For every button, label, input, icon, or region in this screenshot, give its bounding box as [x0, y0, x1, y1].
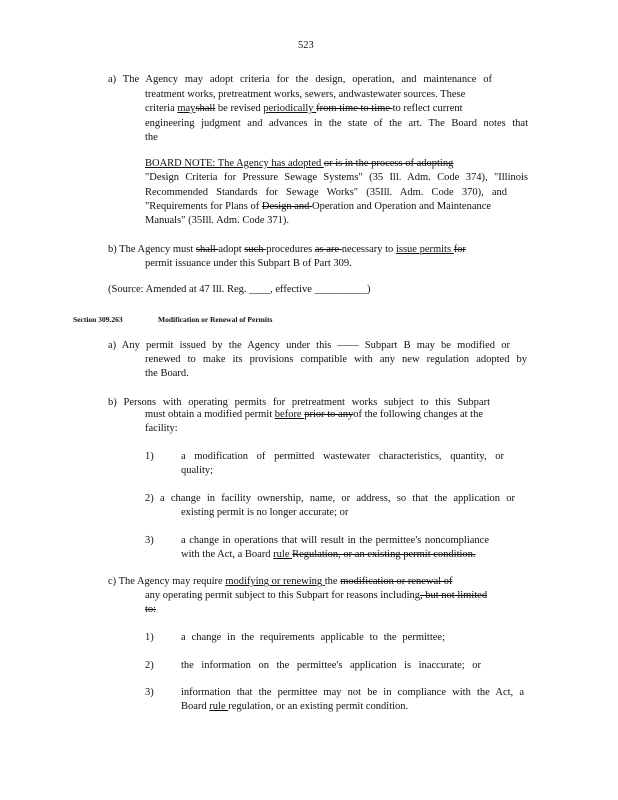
text-span: regulation, or an existing permit condition.	[228, 701, 409, 712]
text-span: with the Act, a Board	[181, 549, 274, 560]
para-a-line-4: engineering judgment and advances in the state of the art. The Board notes that	[145, 118, 528, 129]
text-span: necessary to	[341, 244, 396, 255]
deleted-text: from time to time	[316, 103, 393, 114]
deleted-text: for	[453, 244, 466, 255]
sub-c-item-1: a change in the requirements applicable to the permittee;	[181, 632, 445, 643]
sub-b-item-1-number: 1)	[145, 451, 154, 462]
para-a-line-2	[145, 88, 465, 101]
sub-c-item-3-line-1: information that the permittee may not be in compliance with the Act, a	[181, 687, 524, 698]
text-span: b) The Agency must	[108, 244, 196, 255]
deleted-text: Regulation, or an existing permit condition.	[292, 549, 476, 560]
sub-b-item-2-line-2: existing permit is no longer accurate; or	[181, 507, 349, 518]
sub-b-item-1-line-2: quality;	[181, 465, 214, 476]
board-note-line-2: "Design Criteria for Pressure Sewage Systems" (35 Ill. Adm. Code 374), "Illinois	[145, 172, 528, 183]
deleted-text: such	[244, 244, 267, 255]
text-span: the	[324, 576, 341, 587]
sub-c-item-3-line-2	[181, 700, 408, 713]
sub-b-line-3: facility:	[145, 423, 178, 434]
para-a-line-1: a) The Agency may adopt criteria for the design, operation, and maintenance of	[108, 74, 492, 85]
sub-c-line-3: to:	[145, 604, 157, 615]
sub-a-line-3: the Board.	[145, 368, 189, 379]
sub-b-item-1-line-1: a modification of permitted wastewater characteristics, quantity, or	[181, 451, 504, 462]
board-note-line-1	[145, 157, 453, 170]
sub-a-line-2: renewed to make its provisions compatible with any new regulation adopted by	[145, 354, 527, 365]
source-note: (Source: Amended at 47 Ill. Reg. ____, effective __________)	[108, 284, 371, 295]
deleted-text: shall	[195, 244, 219, 255]
text-span: Operation and Operation and Maintenance	[312, 201, 492, 212]
para-a-line-5: the	[145, 132, 158, 143]
sub-c-line-1	[108, 575, 452, 588]
text-span: be revised	[215, 103, 264, 114]
deleted-text: modification or renewal of	[340, 576, 453, 587]
section-title: Modification or Renewal of Permits	[158, 315, 273, 324]
inserted-text: may	[177, 103, 196, 114]
text-span: must obtain a modified permit	[145, 409, 275, 420]
inserted-text: rule	[273, 549, 293, 560]
text-span: c) The Agency may require	[108, 576, 226, 587]
text-span: any operating permit subject to this Subpart for reasons including	[145, 590, 420, 601]
sub-b-line-2	[145, 408, 483, 421]
text-span: criteria	[145, 103, 178, 114]
text-span: of the following changes at the	[353, 409, 483, 420]
sub-b-item-2-line-1: 2) a change in facility ownership, name, or address, so that the application or	[145, 493, 515, 504]
board-note-line-3: Recommended Standards for Sewage Works" (35Ill. Adm. Code 370), and	[145, 187, 507, 198]
para-b-line-2: permit issuance under this Subpart B of Part 309.	[145, 258, 352, 269]
sub-c-item-3-number: 3)	[145, 687, 154, 698]
text-span: procedures	[266, 244, 315, 255]
para-a-line-3	[145, 102, 463, 115]
page-number: 523	[298, 40, 314, 51]
deleted-text: , but not limited	[419, 590, 488, 601]
deleted-text: prior to any	[304, 409, 354, 420]
sub-c-item-2-number: 2)	[145, 660, 154, 671]
text-span: adopt	[218, 244, 245, 255]
sub-a-line-1: a) Any permit issued by the Agency under this —— Subpart B may be modified or	[108, 340, 510, 351]
inserted-text: issue permits	[395, 244, 454, 255]
inserted-text: BOARD NOTE: The Agency has adopted	[145, 158, 324, 169]
board-note-line-5: Manuals" (35Ill. Adm. Code 371).	[145, 215, 289, 226]
deleted-text: Design and	[261, 201, 313, 212]
inserted-text: before	[274, 409, 305, 420]
sub-c-item-1-number: 1)	[145, 632, 154, 643]
section-number: Section 309.263	[73, 315, 123, 324]
text-span: wastewater sources. These	[353, 89, 466, 100]
sub-b-line-1: b) Persons with operating permits for pretreatment works subject to this Subpart	[108, 397, 490, 408]
inserted-text: periodically	[263, 103, 317, 114]
sub-b-item-3-line-1: a change in operations that will result in the permittee's noncompliance	[181, 535, 489, 546]
deleted-text: as are	[314, 244, 342, 255]
sub-b-item-3-number: 3)	[145, 535, 154, 546]
sub-b-item-3-line-2	[181, 548, 476, 561]
text-span: to reflect current	[392, 103, 463, 114]
board-note-line-4	[145, 200, 491, 213]
text-span: treatment works, pretreatment works, sewers, and	[145, 89, 354, 100]
sub-c-item-2: the information on the permittee's application is inaccurate; or	[181, 660, 481, 671]
text-span: "Requirements for Plans of	[145, 201, 262, 212]
sub-c-line-2	[145, 589, 487, 602]
deleted-text: shall	[195, 103, 216, 114]
inserted-text: modifying or renewing	[225, 576, 325, 587]
deleted-text: or is in the process of adopting	[323, 158, 454, 169]
para-b-line-1	[108, 243, 466, 256]
inserted-text: rule	[209, 701, 229, 712]
text-span: Board	[181, 701, 210, 712]
